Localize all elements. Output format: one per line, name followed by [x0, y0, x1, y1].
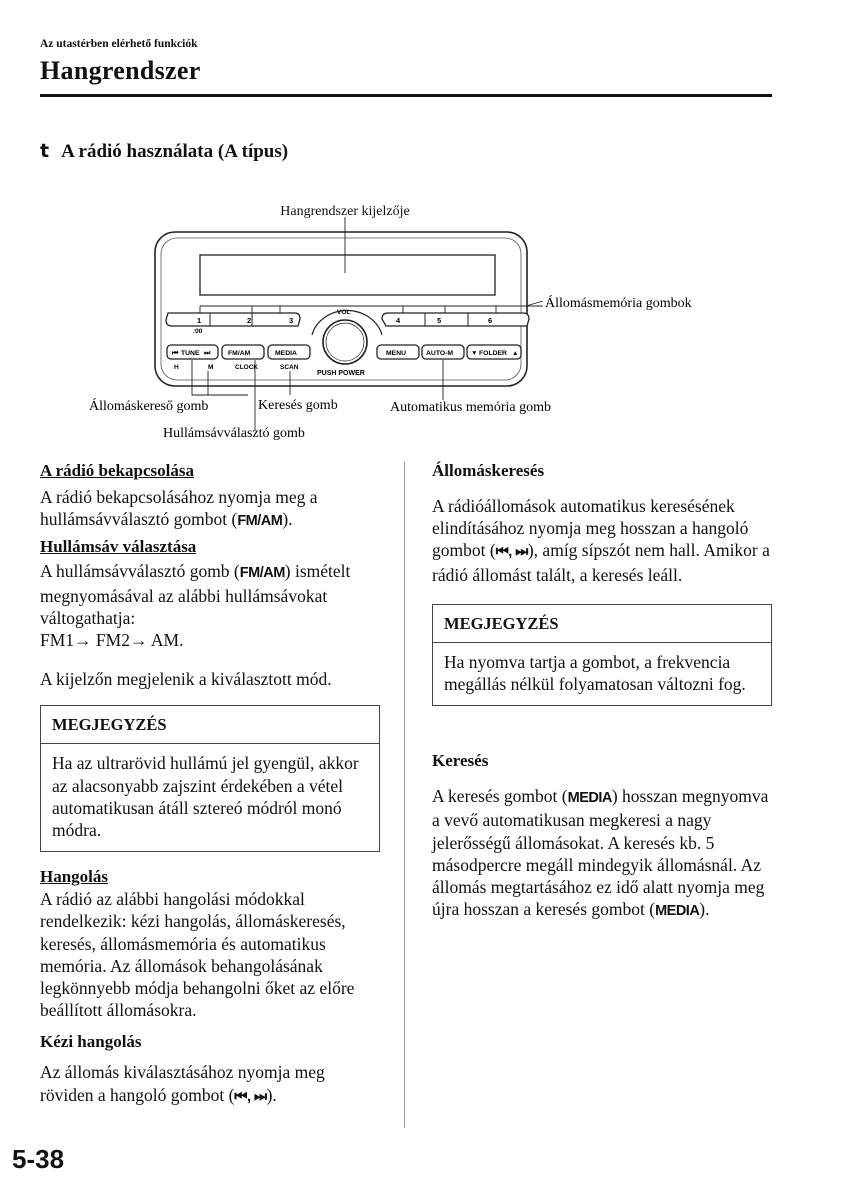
- note-heading: MEGJEGYZÉS: [433, 605, 771, 643]
- volume-knob[interactable]: [323, 320, 367, 364]
- tune-label: TUNE: [181, 350, 200, 357]
- text-span: ).: [266, 1084, 277, 1105]
- subheading-text: A rádió használata (A típus): [61, 141, 289, 162]
- paragraph-tuning: A rádió az alábbi hangolási módokkal rendelkezik: kézi hangolás, állomáskeresés, keresés, állomásmemória és automatikus memória. Az állomások behangolásának legkönnyebb módja behangolni őket az előre beállított állomásokra.: [40, 889, 355, 1021]
- radio-display: [200, 255, 495, 295]
- sub-h-label: H: [174, 364, 179, 371]
- heading-tuning: Hangolás: [40, 867, 109, 887]
- page-title: Hangrendszer: [40, 56, 201, 85]
- fmam-button-icon: FM/AM: [239, 565, 285, 582]
- preset-6-label: 6: [488, 316, 493, 325]
- radio-diagram-svg: [80, 195, 740, 445]
- fmam-label: FM/AM: [228, 350, 251, 357]
- sub-clock-label: CLOCK: [235, 364, 259, 371]
- title-rule: [40, 94, 772, 97]
- push-power-label: PUSH POWER: [317, 370, 365, 377]
- automem-callout-label: Automatikus memória gomb: [390, 400, 551, 415]
- page-number: 5-38: [12, 1144, 65, 1174]
- heading-band-select: Hullámsáv választása: [40, 537, 197, 557]
- tune-button-icon: ⏮, ⏭: [234, 1088, 267, 1105]
- band-callout-label: Hullámsávválasztó gomb: [163, 426, 305, 441]
- text-span: A keresés gombot (: [432, 786, 568, 807]
- paragraph-manual-tuning: [40, 1061, 380, 1107]
- text-span: A rádió bekapcsolásához nyomja meg a hullámsávválasztó gombot (: [40, 487, 318, 530]
- media-button-icon: MEDIA: [567, 790, 612, 807]
- media-button-icon: MEDIA: [655, 903, 700, 920]
- text-span: A rádióállomások automatikus keresésének elindításához nyomja meg hosszan a hangoló gombot (: [432, 496, 749, 561]
- subheading-bullet: t: [40, 140, 50, 162]
- media-label: MEDIA: [275, 350, 297, 357]
- preset-4-label: 4: [396, 316, 401, 325]
- left-column: [40, 460, 380, 1108]
- sub-scan-label: SCAN: [280, 364, 299, 371]
- note-body: Ha nyomva tartja a gombot, a frekvencia megállás nélkül folyamatosan változni fog.: [444, 651, 746, 695]
- preset-1-label: 1: [197, 316, 202, 325]
- note-body: Ha az ultrarövid hullámú jel gyengül, akkor az alacsonyabb zajszint érdekében a vétel automatikusan átáll sztereó módról monó módra.: [52, 753, 359, 841]
- text-span: A hullámsávválasztó gomb (: [40, 561, 240, 582]
- vol-label: VOL: [337, 309, 351, 316]
- sub-m-label: M: [208, 364, 214, 371]
- menu-label: MENU: [386, 350, 407, 357]
- heading-radio-on: A rádió bekapcsolása: [40, 461, 194, 480]
- paragraph-display-mode: A kijelzőn megjelenik a kiválasztott mód.: [40, 669, 332, 690]
- note-box-right: [432, 604, 772, 706]
- folder-down-icon: ▼: [471, 350, 478, 357]
- note-heading: MEGJEGYZÉS: [41, 706, 379, 744]
- preset-3-label: 3: [289, 316, 294, 325]
- preset-5-label: 5: [437, 316, 442, 325]
- automem-label: AUTO-M: [426, 350, 454, 357]
- heading-station-seek: Állomáskeresés: [432, 461, 545, 480]
- paragraph-station-seek: [432, 495, 772, 586]
- text-span: ) ismételt megnyomásával az alábbi hullámsávokat váltogathatja:: [40, 561, 351, 628]
- note-box-left: [40, 705, 380, 852]
- radio-diagram: [80, 195, 740, 445]
- subheading: [40, 140, 288, 163]
- paragraph-band-select: [40, 560, 380, 651]
- paragraph-scan: [432, 785, 772, 922]
- column-divider: [404, 462, 405, 1128]
- fmam-button-icon: FM/AM: [237, 513, 283, 530]
- text-span: ).: [699, 899, 710, 920]
- folder-up-icon: ▲: [512, 350, 519, 357]
- preset-2-label: 2: [247, 316, 252, 325]
- tune-prev-icon: ⏮: [172, 350, 179, 357]
- tune-button-icon: ⏮, ⏭: [495, 544, 528, 561]
- heading-scan: Keresés: [432, 751, 489, 771]
- seek-callout-label: Állomáskereső gomb: [89, 399, 209, 414]
- display-callout-label: Hangrendszer kijelzője: [280, 204, 410, 219]
- band-sequence: FM1→ FM2→ AM.: [40, 630, 184, 651]
- section-label: Az utastérben elérhető funkciók: [40, 38, 198, 50]
- text-span: ), amíg sípszót nem hall. Amikor a rádió állomást talált, a keresés leáll.: [432, 540, 770, 585]
- text-span: ).: [282, 509, 293, 530]
- text-span: Az állomás kiválasztásához nyomja meg röviden a hangoló gombot (: [40, 1062, 325, 1105]
- preset-buttons-left[interactable]: [166, 313, 300, 326]
- heading-manual-tuning: Kézi hangolás: [40, 1032, 142, 1052]
- right-column: [432, 460, 772, 922]
- folder-label: FOLDER: [479, 350, 507, 357]
- preset-buttons-right[interactable]: [382, 313, 529, 326]
- memory-callout-label: Állomásmemória gombok: [545, 296, 692, 311]
- text-span: ) hosszan megnyomva a vevő automatikusan megkeresi a nagy jelerősségű állomásokat. A keresés kb. 5 másodpercre megáll mindegyik állomásnál. Az állomás megtartásához ez idő alatt nyomja meg újra hosszan a keresés gombot (: [432, 786, 769, 920]
- preset-callout-leader: [526, 301, 543, 306]
- paragraph-radio-on: [40, 486, 380, 532]
- tune-next-icon: ⏭: [204, 350, 211, 357]
- scan-callout-label: Keresés gomb: [258, 398, 338, 413]
- clock-00-label: :00: [193, 328, 203, 335]
